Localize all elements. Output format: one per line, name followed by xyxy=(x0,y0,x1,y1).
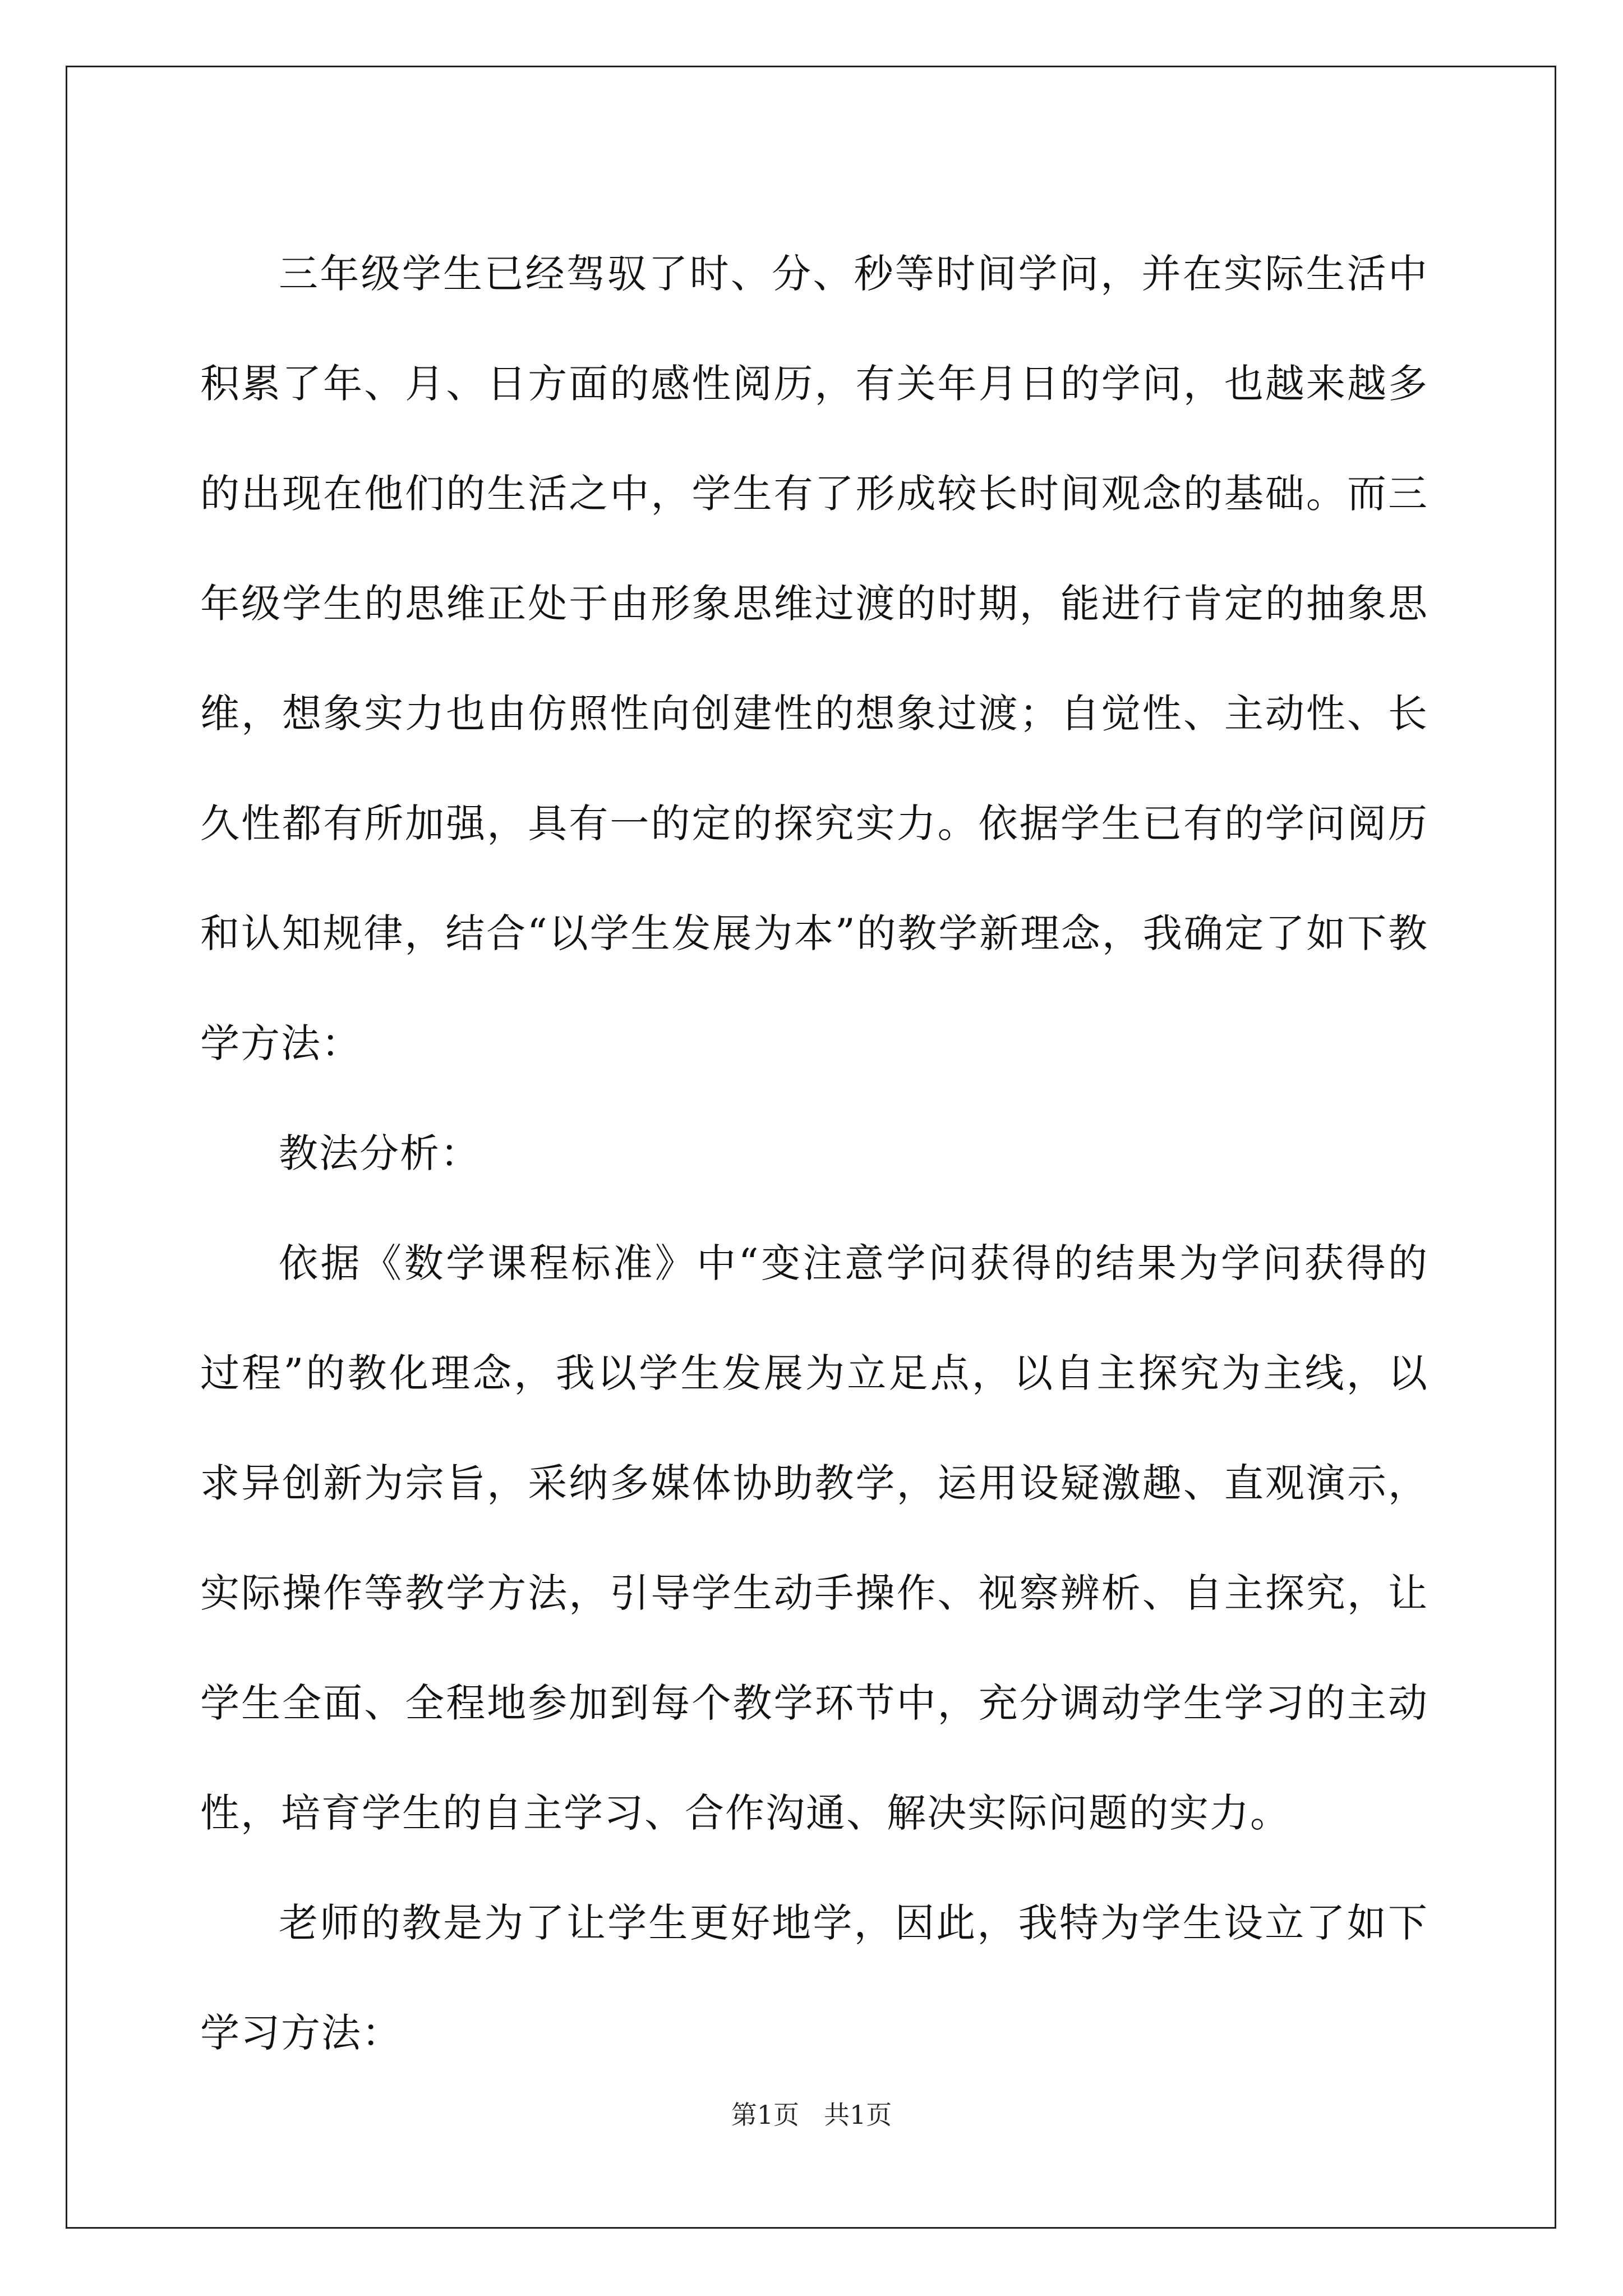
paragraph-teaching-method: 依据《数学课程标准》中“变注意学问获得的结果为学问获得的过程”的教化理念，我以学生发展为立足点，以自主探究为主线，以求异创新为宗旨，采纳多媒体协助教学，运用设疑激趣、直观演示，实际操作等教学方法，引导学生动手操作、视察辨析、自主探究，让学生全面、全程地参加到每个教学环节中，充分调动学生学习的主动性，培育学生的自主学习、合作沟通、解决实际问题的实力。 xyxy=(200,1240,1428,1836)
page-footer xyxy=(0,2098,1623,2132)
paragraph-intro: 三年级学生已经驾驭了时、分、秒等时间学问，并在实际生活中积累了年、月、日方面的感性阅历，有关年月日的学问，也越来越多的出现在他们的生活之中，学生有了形成较长时间观念的基础。而三年级学生的思维正处于由形象思维过渡的时期，能进行肯定的抽象思维，想象实力也由仿照性向创建性的想象过渡；自觉性、主动性、长久性都有所加强，具有一的定的探究实力。依据学生已有的学问阅历和认知规律，结合“以学生发展为本”的教学新理念，我确定了如下教学方法： xyxy=(200,251,1428,1066)
page-number-total: 共1页 xyxy=(824,2100,892,2130)
page-number-current: 第1页 xyxy=(731,2100,799,2130)
paragraph-teaching-method-heading: 教法分析： xyxy=(279,1130,481,1176)
document-body xyxy=(200,219,1428,2088)
paragraph-learning-method: 老师的教是为了让学生更好地学，因此，我特为学生设立了如下学习方法： xyxy=(200,1900,1428,2056)
